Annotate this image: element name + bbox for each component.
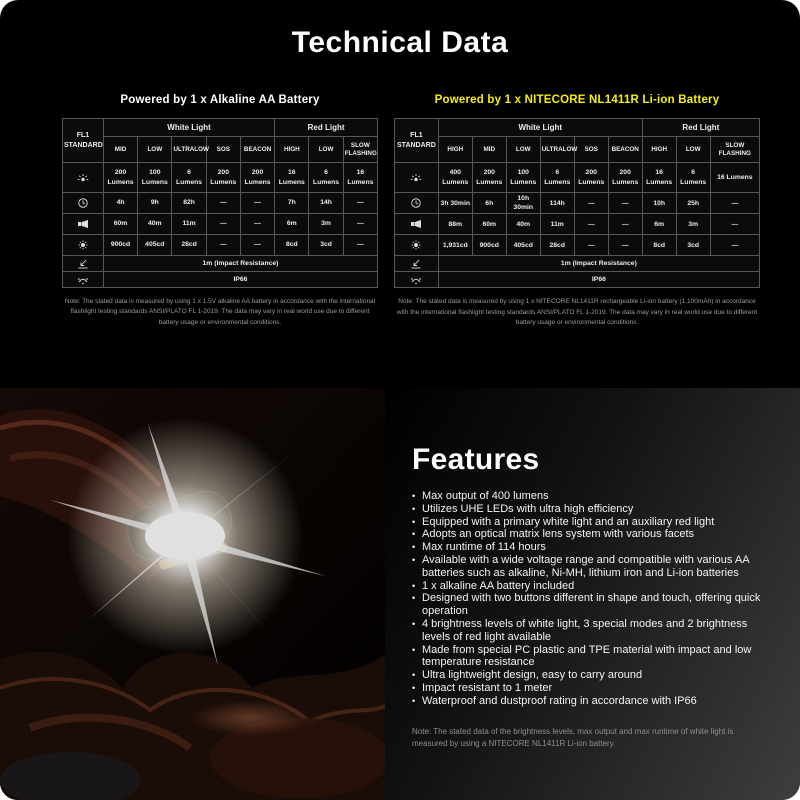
table-row: [63, 163, 378, 193]
spec-value: 900cd: [103, 235, 137, 256]
feature-item: • Made from special PC plastic and TPE material with impact and low temperature resistance: [410, 644, 772, 670]
spec-value: 6m: [642, 214, 676, 235]
mode-column-label: MID: [103, 137, 137, 163]
spec-value: 3cd: [676, 235, 710, 256]
liion-table-note: Note: The stated data is measured by using 1 x NITECORE NL1411R rechargeable Li-ion battery (1,100mAh) in accordance with the international flashlight testing standards ANSI/PLATO FL 1-2019. The data may vary in real world use due to different battery usage or environmental conditions.: [396, 298, 758, 327]
spec-value: 28cd: [172, 235, 206, 256]
waterproof-icon: [77, 274, 89, 286]
liion-fl1-table: [394, 118, 760, 288]
mode-column-label: LOW: [676, 137, 710, 163]
impact-resistance-row: [63, 256, 378, 272]
spec-value: 6m: [275, 214, 309, 235]
spec-value: 100 Lumens: [506, 163, 540, 193]
spec-value: —: [710, 235, 759, 256]
impact-resistance-icon-cell: [63, 256, 104, 272]
table-row: [63, 235, 378, 256]
spec-value: —: [574, 214, 608, 235]
spec-value: —: [240, 214, 274, 235]
beam-intensity-icon: [410, 239, 422, 251]
runtime-icon: [77, 197, 89, 209]
mode-column-label: MID: [472, 137, 506, 163]
light-group-label: White Light: [438, 119, 642, 137]
spec-value: —: [343, 235, 377, 256]
lumens-icon-cell: [63, 163, 104, 193]
aa-battery-table-section: [62, 94, 378, 329]
aa-table-heading: Powered by 1 x Alkaline AA Battery: [120, 94, 320, 106]
spec-value: 400 Lumens: [438, 163, 472, 193]
feature-item: • 1 x alkaline AA battery included: [410, 580, 772, 593]
features-heading: Features: [412, 443, 540, 476]
spec-value: 82h: [172, 193, 206, 214]
ip-rating-value: IP66: [103, 272, 377, 288]
feature-item: • Ultra lightweight design, easy to carry around: [410, 669, 772, 682]
mode-column-label: LOW: [138, 137, 172, 163]
runtime-icon-cell: [395, 193, 439, 214]
fl1-standard-label: FL1 STANDARD: [395, 119, 439, 163]
waterproof-icon: [410, 274, 422, 286]
mode-column-label: SLOW FLASHING: [343, 137, 377, 163]
table-header-modes: [395, 137, 760, 163]
mode-column-label: ULTRALOW: [172, 137, 206, 163]
liion-table-heading: Powered by 1 x NITECORE NL1411R Li-ion Battery: [434, 94, 720, 106]
spec-value: —: [206, 235, 240, 256]
spec-value: 88m: [438, 214, 472, 235]
mode-column-label: LOW: [309, 137, 343, 163]
spec-value: 16 Lumens: [710, 163, 759, 193]
table-row: [395, 214, 760, 235]
spec-value: 10h 30min: [506, 193, 540, 214]
waterproof-rating-row: [395, 272, 760, 288]
spec-value: 900cd: [472, 235, 506, 256]
spec-value: 10h: [642, 193, 676, 214]
spec-value: 25h: [676, 193, 710, 214]
spec-value: 9h: [138, 193, 172, 214]
impact-resistance-icon: [77, 258, 89, 270]
feature-item: • 4 brightness levels of white light, 3 special modes and 2 brightness levels of red light available: [410, 618, 772, 644]
spec-value: 16 Lumens: [275, 163, 309, 193]
table-header-groups: [395, 119, 760, 137]
feature-item: • Waterproof and dustproof rating in accordance with IP66: [410, 695, 772, 708]
spec-value: 6 Lumens: [172, 163, 206, 193]
spec-value: 40m: [138, 214, 172, 235]
beam-distance-icon-cell: [395, 214, 439, 235]
feature-item: • Designed with two buttons different in shape and touch, offering quick operation: [410, 592, 772, 618]
beam-intensity-icon: [77, 239, 89, 251]
spec-value: —: [574, 193, 608, 214]
mode-column-label: BEACON: [240, 137, 274, 163]
page-title: Technical Data: [291, 26, 509, 59]
table-header-groups: [63, 119, 378, 137]
spec-value: 8cd: [642, 235, 676, 256]
spec-value: 11m: [540, 214, 574, 235]
spec-value: —: [608, 214, 642, 235]
lower-section: [0, 388, 800, 800]
spec-value: 1,931cd: [438, 235, 472, 256]
product-photo: [0, 388, 385, 800]
impact-resistance-icon-cell: [395, 256, 439, 272]
liion-battery-table-section: [394, 94, 760, 329]
headlamp-photo-illustration: [0, 388, 385, 800]
spec-value: —: [608, 235, 642, 256]
feature-item: • Available with a wide voltage range and compatible with various AA batteries such as alkaline, Ni-MH, lithium iron and Li-ion batteries: [410, 554, 772, 580]
spec-value: 6 Lumens: [309, 163, 343, 193]
runtime-icon-cell: [63, 193, 104, 214]
mode-column-label: HIGH: [275, 137, 309, 163]
spec-value: —: [240, 235, 274, 256]
waterproof-icon-cell: [395, 272, 439, 288]
spec-value: 3cd: [309, 235, 343, 256]
spec-value: —: [206, 214, 240, 235]
table-row: [63, 214, 378, 235]
spec-value: 16 Lumens: [343, 163, 377, 193]
feature-item: • Equipped with a primary white light and an auxiliary red light: [410, 516, 772, 529]
spec-value: 200 Lumens: [103, 163, 137, 193]
features-list: [410, 490, 772, 708]
mode-column-label: BEACON: [608, 137, 642, 163]
aa-fl1-table: [62, 118, 378, 288]
spec-value: 114h: [540, 193, 574, 214]
beam-distance-icon: [77, 218, 89, 230]
beam-distance-icon-cell: [63, 214, 104, 235]
spec-value: 3m: [309, 214, 343, 235]
spec-value: 28cd: [540, 235, 574, 256]
spec-value: 200 Lumens: [240, 163, 274, 193]
impact-resistance-row: [395, 256, 760, 272]
spec-value: 6h: [472, 193, 506, 214]
features-note: Note: The stated data of the brightness levels, max output and max runtime of white light is measured by using a NITECORE NL1411R Li-ion battery.: [412, 726, 734, 748]
spec-value: —: [608, 193, 642, 214]
mode-column-label: ULTRALOW: [540, 137, 574, 163]
table-row: [63, 193, 378, 214]
spec-value: 100 Lumens: [138, 163, 172, 193]
features-section: [410, 443, 772, 750]
spec-value: —: [206, 193, 240, 214]
mode-column-label: HIGH: [438, 137, 472, 163]
feature-item: • Impact resistant to 1 meter: [410, 682, 772, 695]
impact-resistance-value: 1m (Impact Resistance): [438, 256, 759, 272]
spec-value: 40m: [506, 214, 540, 235]
spec-value: 200 Lumens: [608, 163, 642, 193]
lumens-icon-cell: [395, 163, 439, 193]
tables-row: [62, 94, 760, 329]
spec-value: —: [710, 214, 759, 235]
waterproof-icon-cell: [63, 272, 104, 288]
spec-value: 60m: [103, 214, 137, 235]
runtime-icon: [410, 197, 422, 209]
waterproof-rating-row: [63, 272, 378, 288]
spec-value: —: [574, 235, 608, 256]
spec-value: 14h: [309, 193, 343, 214]
feature-item: • Max output of 400 lumens: [410, 490, 772, 503]
spec-value: —: [343, 214, 377, 235]
spec-value: —: [240, 193, 274, 214]
spec-value: 200 Lumens: [574, 163, 608, 193]
beam-intensity-icon-cell: [395, 235, 439, 256]
lumens-icon: [77, 172, 89, 184]
spec-value: 8cd: [275, 235, 309, 256]
fl1-standard-label: FL1 STANDARD: [63, 119, 104, 163]
feature-item: • Max runtime of 114 hours: [410, 541, 772, 554]
spec-value: 200 Lumens: [206, 163, 240, 193]
table-row: [395, 163, 760, 193]
ip-rating-value: IP66: [438, 272, 759, 288]
spec-value: 3m: [676, 214, 710, 235]
spec-value: 7h: [275, 193, 309, 214]
spec-value: 6 Lumens: [540, 163, 574, 193]
spec-value: 200 Lumens: [472, 163, 506, 193]
mode-column-label: SOS: [574, 137, 608, 163]
spec-value: 16 Lumens: [642, 163, 676, 193]
spec-value: 6 Lumens: [676, 163, 710, 193]
spec-value: 405cd: [506, 235, 540, 256]
impact-resistance-value: 1m (Impact Resistance): [103, 256, 377, 272]
beam-distance-icon: [410, 218, 422, 230]
spec-value: 405cd: [138, 235, 172, 256]
spec-value: —: [343, 193, 377, 214]
beam-intensity-icon-cell: [63, 235, 104, 256]
feature-item: • Utilizes UHE LEDs with ultra high efficiency: [410, 503, 772, 516]
aa-table-note: Note: The stated data is measured by using 1 x 1.5V alkaline AA battery in accordance with the international flashlight testing standards ANSI/PLATO FL 1-2019. The data may vary in real world use due to different battery usage or environmental conditions.: [64, 298, 376, 326]
table-header-modes: [63, 137, 378, 163]
mode-column-label: SOS: [206, 137, 240, 163]
spec-value: 60m: [472, 214, 506, 235]
mode-column-label: LOW: [506, 137, 540, 163]
spec-value: 4h: [103, 193, 137, 214]
table-row: [395, 193, 760, 214]
light-group-label: Red Light: [642, 119, 759, 137]
spec-value: —: [710, 193, 759, 214]
mode-column-label: SLOW FLASHING: [710, 137, 759, 163]
table-row: [395, 235, 760, 256]
feature-item: • Adopts an optical matrix lens system with various facets: [410, 528, 772, 541]
technical-data-section: [0, 0, 800, 329]
light-group-label: Red Light: [275, 119, 378, 137]
impact-resistance-icon: [410, 258, 422, 270]
lumens-icon: [410, 172, 422, 184]
mode-column-label: HIGH: [642, 137, 676, 163]
spec-value: 3h 30min: [438, 193, 472, 214]
light-group-label: White Light: [103, 119, 274, 137]
spec-value: 11m: [172, 214, 206, 235]
